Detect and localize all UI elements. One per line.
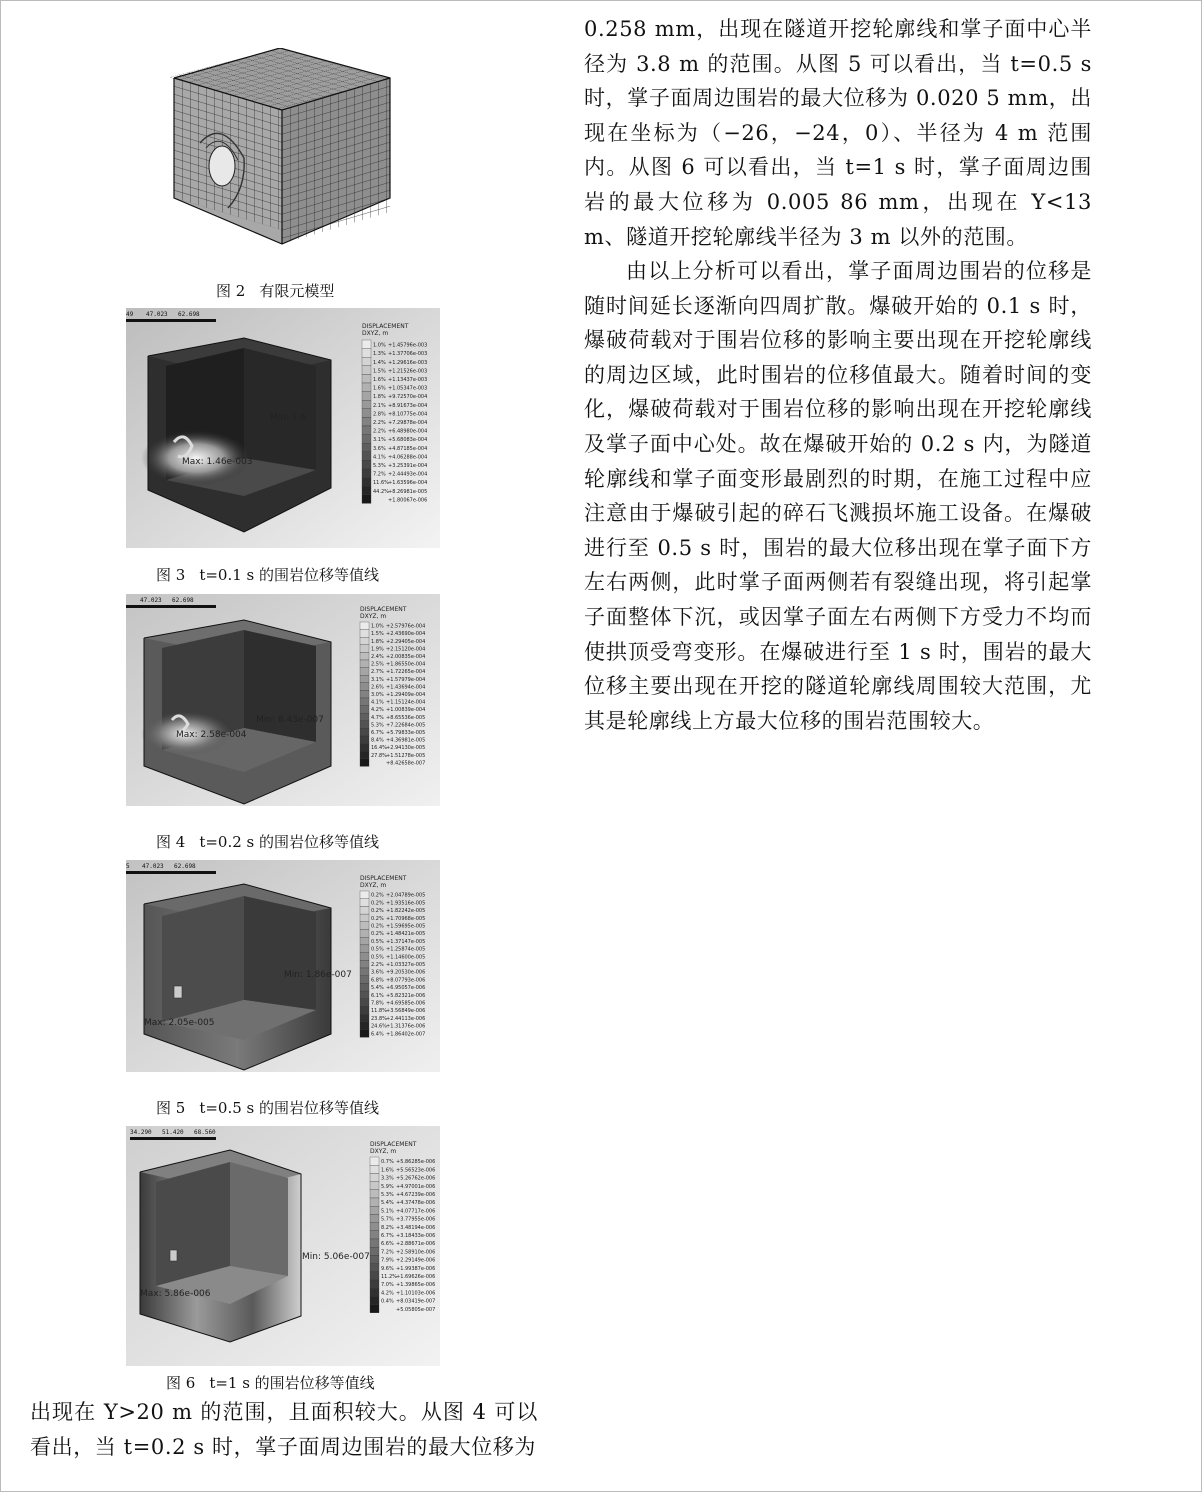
legend-value: +9.20530e-006 <box>386 969 426 976</box>
legend-value: +1.86402e-007 <box>386 1031 426 1038</box>
tunnel-opening <box>209 146 235 186</box>
legend-swatch <box>360 937 369 945</box>
legend-value: +2.44493e-004 <box>388 471 428 478</box>
legend-percent: 0.5% <box>371 938 384 945</box>
legend-swatch <box>370 1247 379 1255</box>
legend-value: +1.72265e-004 <box>386 669 426 676</box>
legend-value: +6.95057e-006 <box>386 985 426 992</box>
legend-swatch <box>362 383 371 392</box>
svg-text:47.023: 47.023 <box>140 597 162 604</box>
legend-swatch <box>360 983 369 991</box>
legend-percent: 11.2% <box>381 1274 397 1280</box>
legend-value: +8.65536e-005 <box>386 714 426 721</box>
legend-percent: 2.2% <box>373 428 386 435</box>
legend-percent: 0.5% <box>371 954 384 961</box>
legend-swatch <box>370 1223 379 1231</box>
legend-swatch <box>360 751 369 759</box>
legend-percent: 6.7% <box>381 1233 394 1239</box>
legend-value: +8.26981e-005 <box>388 488 428 495</box>
legend-value: +2.58910e-006 <box>396 1249 436 1256</box>
legend-swatch <box>360 914 369 922</box>
svg-text:49: 49 <box>126 311 134 318</box>
legend-value: +5.68083e-004 <box>388 437 428 444</box>
legend-swatch <box>362 409 371 418</box>
figure-2-mesh-model <box>170 48 392 246</box>
legend-value: +4.87185e-004 <box>388 445 428 452</box>
figure-5-caption: 图 5 t=0.5 s 的围岩位移等值线 <box>156 1099 379 1117</box>
svg-text:47.023: 47.023 <box>146 311 168 318</box>
legend-value: +1.43694e-004 <box>386 684 426 691</box>
legend-value: +2.88671e-006 <box>396 1241 436 1248</box>
legend-percent: 7.2% <box>373 471 386 478</box>
legend-value: +3.48194e-006 <box>396 1224 436 1231</box>
legend-percent: 4.2% <box>371 707 384 714</box>
legend-swatch <box>362 495 371 504</box>
legend-value: +1.13437e-003 <box>388 377 428 383</box>
legend-swatch <box>360 637 369 645</box>
legend-percent: 3.6% <box>373 445 386 452</box>
legend-value: +1.51278e-005 <box>386 752 426 759</box>
legend-swatch <box>360 683 369 691</box>
legend-swatch <box>360 713 369 721</box>
legend-percent: 0.7% <box>381 1159 394 1166</box>
legend-swatch <box>370 1157 379 1165</box>
legend-value: +1.05347e-003 <box>388 385 428 392</box>
legend-percent: 1.6% <box>373 385 386 392</box>
legend-swatch <box>370 1305 379 1313</box>
legend-swatch <box>360 891 369 899</box>
legend-value: +7.29878e-004 <box>388 420 428 426</box>
legend-percent: 6.7% <box>371 730 384 736</box>
legend-value: +9.72570e-004 <box>388 394 428 401</box>
legend-percent: 7.2% <box>381 1249 394 1256</box>
legend-swatch <box>360 1014 369 1022</box>
svg-text:DXYZ, m: DXYZ, m <box>360 613 387 620</box>
svg-text:62.698: 62.698 <box>178 311 200 318</box>
figure-6-caption: 图 6 t=1 s 的围岩位移等值线 <box>166 1374 375 1392</box>
legend-value: +2.00835e-004 <box>386 654 426 660</box>
legend-value: +2.29149e-006 <box>396 1257 436 1264</box>
legend-swatch <box>370 1190 379 1198</box>
legend-value: +8.03419e-007 <box>396 1298 436 1305</box>
legend-value: +1.29409e-004 <box>386 692 426 698</box>
legend-value: +1.70968e-005 <box>386 915 426 922</box>
legend-swatch <box>362 443 371 452</box>
svg-text:47.023: 47.023 <box>142 863 164 870</box>
legend-value: +5.82321e-006 <box>386 992 426 999</box>
legend-percent: 5.3% <box>371 722 384 729</box>
legend-value: +8.07793e-006 <box>386 977 426 984</box>
legend-swatch <box>370 1272 379 1280</box>
legend-swatch <box>360 999 369 1007</box>
legend-value: +2.94130e-005 <box>386 745 426 752</box>
legend-percent: 1.8% <box>371 638 384 645</box>
legend-swatch <box>360 675 369 683</box>
legend-percent: 7.0% <box>381 1282 394 1289</box>
left-column-text: 出现在 Y>20 m 的范围，且面积较大。从图 4 可以看出，当 t=0.2 s 时，掌子面周边围岩的最大位移为 <box>30 1400 538 1459</box>
legend-swatch <box>360 945 369 953</box>
svg-text:62.698: 62.698 <box>172 597 194 604</box>
legend-value: +1.14600e-005 <box>386 954 426 961</box>
legend-swatch <box>362 374 371 383</box>
legend-value: +1.48421e-005 <box>386 931 426 938</box>
legend-percent: 3.1% <box>371 676 384 683</box>
legend-percent: 0.2% <box>371 915 384 922</box>
figure-6-contour <box>126 1126 440 1366</box>
svg-text:Max: 1.46e-003: Max: 1.46e-003 <box>182 457 253 467</box>
legend-percent: 5.9% <box>381 1183 394 1190</box>
legend-value: +2.57976e-004 <box>386 623 426 630</box>
legend-percent: 5.7% <box>381 1216 394 1223</box>
legend-value: +8.91673e-004 <box>388 402 428 409</box>
legend-swatch <box>370 1296 379 1304</box>
svg-text:Max: 5.86e-006: Max: 5.86e-006 <box>140 1289 211 1299</box>
legend-value: +1.21526e-003 <box>388 368 428 375</box>
legend-percent: 2.2% <box>371 962 384 968</box>
legend-percent: 1.3% <box>373 351 386 358</box>
legend-percent: 2.6% <box>371 684 384 691</box>
svg-text:DXYZ, m: DXYZ, m <box>360 882 387 889</box>
legend-swatch <box>370 1198 379 1206</box>
legend-value: +1.25874e-005 <box>386 946 426 953</box>
legend-swatch <box>362 340 371 349</box>
legend-swatch <box>362 417 371 426</box>
legend-swatch <box>362 460 371 469</box>
svg-text:Max: 2.05e-005: Max: 2.05e-005 <box>144 1018 215 1028</box>
legend-percent: 24.6% <box>371 1023 387 1030</box>
legend-value: +2.43690e-004 <box>386 631 426 638</box>
legend-swatch <box>360 668 369 676</box>
svg-text:Max: 2.58e-004: Max: 2.58e-004 <box>176 730 247 740</box>
legend-percent: 4.2% <box>381 1290 394 1297</box>
legend-swatch <box>360 698 369 706</box>
svg-text:DISPLACEMENT: DISPLACEMENT <box>360 606 407 613</box>
legend-swatch <box>360 976 369 984</box>
svg-text:Min: 1.6: Min: 1.6 <box>270 413 307 423</box>
legend-value: +1.93516e-005 <box>386 900 426 907</box>
legend-swatch <box>360 706 369 714</box>
legend-percent: 8.2% <box>381 1224 394 1231</box>
legend-swatch <box>370 1264 379 1272</box>
legend-value: +1.86550e-004 <box>386 661 426 668</box>
legend-value: +3.25391e-004 <box>388 463 428 469</box>
legend-percent: 3.3% <box>381 1175 394 1182</box>
legend-percent: 0.2% <box>371 892 384 899</box>
legend-value: +5.26762e-006 <box>396 1175 436 1182</box>
legend-swatch <box>362 392 371 401</box>
legend-value: +1.00839e-004 <box>386 707 426 714</box>
figure-3-caption: 图 3 t=0.1 s 的围岩位移等值线 <box>156 566 379 584</box>
legend-value: +1.39865e-006 <box>396 1282 436 1289</box>
legend-swatch <box>370 1173 379 1181</box>
legend-value: +1.15124e-004 <box>386 699 426 706</box>
legend-swatch <box>370 1165 379 1173</box>
legend-value: +5.56523e-006 <box>396 1167 436 1174</box>
legend-percent: 2.8% <box>373 411 386 418</box>
svg-text:62.698: 62.698 <box>174 863 196 870</box>
svg-text:DISPLACEMENT: DISPLACEMENT <box>370 1141 417 1148</box>
legend-swatch <box>360 736 369 744</box>
figure-2-caption: 图 2 有限元模型 <box>216 282 335 300</box>
figure-6-scale-bar <box>130 1129 216 1140</box>
legend-swatch <box>370 1288 379 1296</box>
legend-swatch <box>360 991 369 999</box>
legend-swatch <box>360 1007 369 1015</box>
right-paragraph-2: 由以上分析可以看出，掌子面周边围岩的位移是随时间延长逐渐向四周扩散。爆破开始的 0.1 s 时，爆破荷载对于围岩位移的影响主要出现在开挖轮廓线的周边区域，此时围岩的位移值最大。随着时间的变化，爆破荷载对于围岩位移的影响出现在开挖轮廓线及掌子面中心处。故在爆破开始的 0.2 s 内，为隧道轮廓线和掌子面变形最剧烈的时期，在施工过程中应注意由于爆破引起的碎石飞溅损坏施工设备。在爆破进行至 0.5 s 时，围岩的最大位移出现在掌子面下方左右两侧，此时掌子面两侧若有裂缝出现，将引起掌子面整体下沉，或因掌子面左右两侧下方受力不均而使拱顶受弯变形。在爆破进行至 1 s 时，围岩的最大位移主要出现在开挖的隧道轮廓线周围较大范围，尤其是轮廓线上方最大位移的围岩范围较大。 <box>584 259 1092 733</box>
legend-value: +1.80067e-006 <box>388 497 428 504</box>
legend-value: +2.29405e-004 <box>386 638 426 645</box>
legend-value: +6.48980e-004 <box>388 428 428 435</box>
legend-swatch <box>360 899 369 907</box>
legend-percent: 1.0% <box>373 342 386 349</box>
svg-text:51.420: 51.420 <box>162 1129 184 1136</box>
legend-swatch <box>370 1206 379 1214</box>
figure-4-contour <box>126 594 440 806</box>
legend-value: +1.63596e-004 <box>388 480 428 487</box>
legend-value: +4.06288e-004 <box>388 454 428 461</box>
legend-value: +5.05805e-007 <box>396 1306 436 1313</box>
legend-percent: 4.1% <box>371 699 384 706</box>
legend-percent: 0.2% <box>371 908 384 915</box>
legend-value: +5.86285e-006 <box>396 1159 436 1166</box>
legend-value: +2.04789e-005 <box>386 892 426 899</box>
legend-percent: 1.8% <box>373 394 386 401</box>
legend-swatch <box>362 366 371 375</box>
legend-swatch <box>360 906 369 914</box>
legend-percent: 0.5% <box>371 946 384 953</box>
legend-percent: 9.6% <box>381 1265 394 1272</box>
legend-value: +4.36981e-005 <box>386 737 426 744</box>
legend-percent: 3.6% <box>371 969 384 976</box>
legend-percent: 11.8% <box>371 1008 387 1015</box>
legend-value: +3.77955e-006 <box>396 1216 436 1223</box>
legend-percent: 6.4% <box>371 1031 384 1038</box>
legend-percent: 5.1% <box>381 1208 394 1215</box>
legend-value: +3.18433e-006 <box>396 1233 436 1239</box>
legend-percent: 2.4% <box>371 654 384 660</box>
legend-percent: 7.9% <box>381 1257 394 1264</box>
legend-swatch <box>370 1280 379 1288</box>
legend-value: +7.22684e-005 <box>386 722 426 729</box>
legend-percent: 7.8% <box>371 1000 384 1007</box>
legend-percent: 6.8% <box>371 977 384 984</box>
legend-swatch <box>360 953 369 961</box>
figure-5-contour <box>126 860 440 1072</box>
legend-percent: 1.5% <box>371 631 384 638</box>
legend-percent: 0.2% <box>371 900 384 907</box>
legend-percent: 0.2% <box>371 931 384 938</box>
legend-swatch <box>360 728 369 736</box>
legend-swatch <box>362 452 371 461</box>
legend-value: +1.99387e-006 <box>396 1265 436 1272</box>
legend-swatch <box>360 630 369 638</box>
legend-percent: 2.7% <box>371 669 384 676</box>
legend-value: +1.10103e-006 <box>396 1290 436 1297</box>
legend-value: +4.97001e-006 <box>396 1183 436 1190</box>
legend-swatch <box>360 759 369 767</box>
svg-text:34.290: 34.290 <box>130 1129 152 1136</box>
legend-percent: 1.4% <box>373 359 386 366</box>
legend-swatch <box>362 349 371 358</box>
legend-swatch <box>370 1231 379 1239</box>
legend-swatch <box>360 622 369 630</box>
legend-swatch <box>362 400 371 409</box>
legend-swatch <box>370 1239 379 1247</box>
legend-percent: 11.6% <box>373 480 389 487</box>
legend-percent: 3.0% <box>371 692 384 698</box>
legend-value: +1.31376e-006 <box>386 1023 426 1030</box>
legend-value: +4.69585e-006 <box>386 1000 426 1007</box>
legend-swatch <box>360 1030 369 1038</box>
legend-swatch <box>360 744 369 752</box>
legend-percent: 1.9% <box>371 646 384 653</box>
legend-percent: 1.0% <box>371 623 384 630</box>
legend-swatch <box>362 478 371 487</box>
legend-swatch <box>360 960 369 968</box>
legend-value: +1.82242e-005 <box>386 908 426 915</box>
legend-percent: 6.1% <box>371 992 384 999</box>
legend-swatch <box>360 922 369 930</box>
legend-percent: 2.2% <box>373 420 386 426</box>
legend-percent: 4.7% <box>371 714 384 721</box>
legend-swatch <box>360 1022 369 1030</box>
legend-value: +2.15120e-004 <box>386 646 426 653</box>
legend-percent: 1.5% <box>373 368 386 375</box>
legend-percent: 23.8% <box>371 1015 387 1022</box>
legend-percent: 16.4% <box>371 745 387 752</box>
legend-swatch <box>360 968 369 976</box>
legend-value: +1.37706e-003 <box>388 351 428 358</box>
legend-percent: 0.4% <box>381 1298 394 1305</box>
legend-value: +5.79833e-005 <box>386 730 426 736</box>
legend-value: +4.67239e-006 <box>396 1192 436 1198</box>
legend-swatch <box>360 690 369 698</box>
legend-swatch <box>362 426 371 435</box>
legend-swatch <box>370 1182 379 1190</box>
svg-text:DISPLACEMENT: DISPLACEMENT <box>360 875 407 882</box>
legend-percent: 3.1% <box>373 437 386 444</box>
legend-percent: 6.6% <box>381 1241 394 1248</box>
svg-text:68.560: 68.560 <box>194 1129 216 1136</box>
legend-swatch <box>370 1255 379 1263</box>
legend-percent: 5.4% <box>371 985 384 992</box>
legend-percent: 1.6% <box>373 377 386 383</box>
legend-swatch <box>362 435 371 444</box>
legend-swatch <box>362 357 371 366</box>
right-paragraph-1: 0.258 mm，出现在隧道开挖轮廓线和掌子面中心半径为 3.8 m 的范围。从图 5 可以看出，当 t=0.5 s 时，掌子面周边围岩的最大位移为 0.020 5 mm，出现在坐标为（−26，−24，0）、半径为 4 m 范围内。从图 6 可以看出，当 t=1 s 时，掌子面周边围岩的最大位移为 0.005 86 mm，出现在 Y<13 m、隧道开挖轮廓线半径为 3 m 以外的范围。 <box>584 17 1092 249</box>
figure-3-contour <box>126 308 440 548</box>
legend-value: +1.03327e-005 <box>386 962 426 968</box>
legend-percent: 1.6% <box>381 1167 394 1174</box>
legend-value: +2.44113e-006 <box>386 1015 426 1022</box>
svg-text:5: 5 <box>126 863 130 870</box>
svg-text:DISPLACEMENT: DISPLACEMENT <box>362 323 409 330</box>
svg-text:DXYZ, m: DXYZ, m <box>370 1148 397 1155</box>
legend-value: +4.37478e-006 <box>396 1200 436 1207</box>
legend-value: +1.29616e-003 <box>388 359 428 366</box>
svg-text:Min: 1.86e-007: Min: 1.86e-007 <box>284 970 352 980</box>
legend-percent: 0.2% <box>371 923 384 930</box>
legend-swatch <box>360 660 369 668</box>
legend-percent: 2.1% <box>373 402 386 409</box>
legend-value: +1.59695e-005 <box>386 923 426 930</box>
legend-percent: 44.2% <box>373 488 389 495</box>
legend-value: +4.07717e-006 <box>396 1208 436 1215</box>
legend-value: +1.45796e-003 <box>388 342 428 349</box>
legend-percent: 2.5% <box>371 661 384 668</box>
legend-swatch <box>360 721 369 729</box>
svg-text:Min: 8.43e-007: Min: 8.43e-007 <box>256 715 324 725</box>
legend-value: +1.57979e-004 <box>386 676 426 683</box>
figure-4-caption: 图 4 t=0.2 s 的围岩位移等值线 <box>156 833 379 851</box>
legend-value: +1.69626e-006 <box>396 1274 436 1280</box>
legend-value: +8.10775e-004 <box>388 411 428 418</box>
legend-swatch <box>360 652 369 660</box>
legend-percent: 4.1% <box>373 454 386 461</box>
legend-swatch <box>370 1214 379 1222</box>
legend-percent: 8.4% <box>371 737 384 744</box>
svg-text:DXYZ, m: DXYZ, m <box>362 330 389 337</box>
legend-value: +3.56849e-006 <box>386 1008 426 1015</box>
legend-percent: 5.3% <box>373 463 386 469</box>
legend-swatch <box>360 930 369 938</box>
legend-value: +8.42658e-007 <box>386 760 426 767</box>
legend-percent: 27.8% <box>371 752 387 759</box>
legend-swatch <box>360 645 369 653</box>
legend-swatch <box>362 486 371 495</box>
legend-swatch <box>362 469 371 478</box>
svg-text:Min: 5.06e-007: Min: 5.06e-007 <box>302 1252 370 1262</box>
legend-percent: 5.3% <box>381 1192 394 1198</box>
legend-percent: 5.4% <box>381 1200 394 1207</box>
legend-value: +1.37147e-005 <box>386 938 426 945</box>
